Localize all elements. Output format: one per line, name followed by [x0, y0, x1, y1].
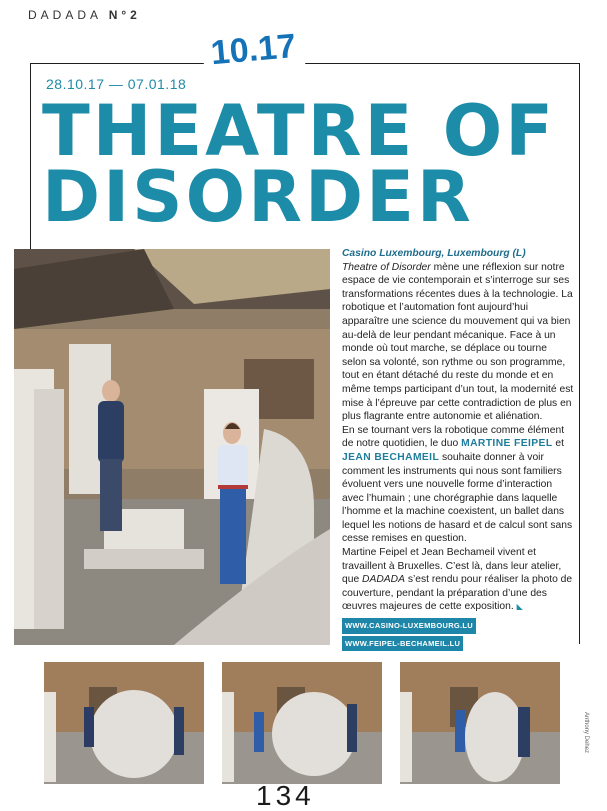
- magazine-name: DADADA: [362, 574, 405, 586]
- thumbnail-photo: [44, 662, 204, 784]
- studio-text: Martine Feipel et Jean Bechameil vivent et travaillent à Bruxelles. C’est là, dans leur atelier, que: [342, 547, 562, 586]
- article-body: [342, 247, 574, 653]
- photo-credit: Anthony Dehez: [583, 712, 589, 754]
- title-line-2: DISORDER: [42, 156, 474, 238]
- masthead: [28, 8, 141, 22]
- artist-name: JEAN BECHAMEIL: [342, 451, 440, 463]
- title-line-1: THEATRE OF: [42, 90, 557, 172]
- artist-name: MARTINE FEIPEL: [461, 438, 553, 450]
- intro-title: Theatre of Disorder: [342, 261, 431, 273]
- exhibition-dates: 28.10.17 — 07.01.18: [46, 76, 187, 92]
- paragraph-artists: [342, 424, 574, 546]
- paragraph-intro: [342, 261, 574, 424]
- artists-text: souhaite donner à voir comment les instruments qui nous sont familiers évoluent vers une nouvelle forme d’interaction avec l’humain ; une chorégraphie dans laquelle l’homme et la machine coexistent, un ballet dans lequel les notions de hasard et de calcul sont sans cesse remises en question.: [342, 451, 573, 545]
- artists-lead: En se tournant vers la robotique comme élément de notre quotidien, le duo: [342, 424, 565, 450]
- link-feipel-bechameil[interactable]: WWW.FEIPEL-BECHAMEIL.LU: [342, 636, 463, 652]
- thumbnail-photo: [222, 662, 382, 784]
- issue-badge: 10.17: [201, 25, 305, 74]
- intro-text: mène une réflexion sur notre espace de vie contemporain et s’interroge sur ses transformations récentes dues à la technologie. La robotique et l’automation font aujourd’hui apparaître une science du mouvement qui va bien au-delà de leur pendant mécanique. Face à un monde où tout marche, se déplace ou tourne selon sa volonté, son rythme ou son programme, tout en étant détaché du reste du monde et en même temps participant d’un tout, la modernité est mise à l’épreuve par cette contradiction de plus en plus flagrante entre autonomie et aliénation.: [342, 261, 574, 423]
- studio-text-end: s’est rendu pour réaliser la photo de couverture, pendant la préparation d’une des œuvres majeures de cette exposition.: [342, 574, 573, 613]
- thumbnail-strip: [44, 662, 574, 784]
- end-mark-icon: ◣: [516, 602, 523, 612]
- article-title: [42, 90, 557, 238]
- thumbnail-photo: [400, 662, 560, 784]
- masthead-brand: DADADA: [28, 8, 102, 22]
- hero-photo: [14, 249, 330, 645]
- article-location: Casino Luxembourg, Luxembourg (L): [342, 248, 526, 259]
- page-number: 134: [256, 780, 315, 811]
- masthead-issue: N°2: [108, 8, 141, 22]
- artists-and: et: [552, 438, 564, 450]
- link-casino-luxembourg[interactable]: WWW.CASINO-LUXEMBOURG.LU: [342, 618, 476, 634]
- paragraph-studio: [342, 546, 574, 614]
- links: [342, 618, 574, 653]
